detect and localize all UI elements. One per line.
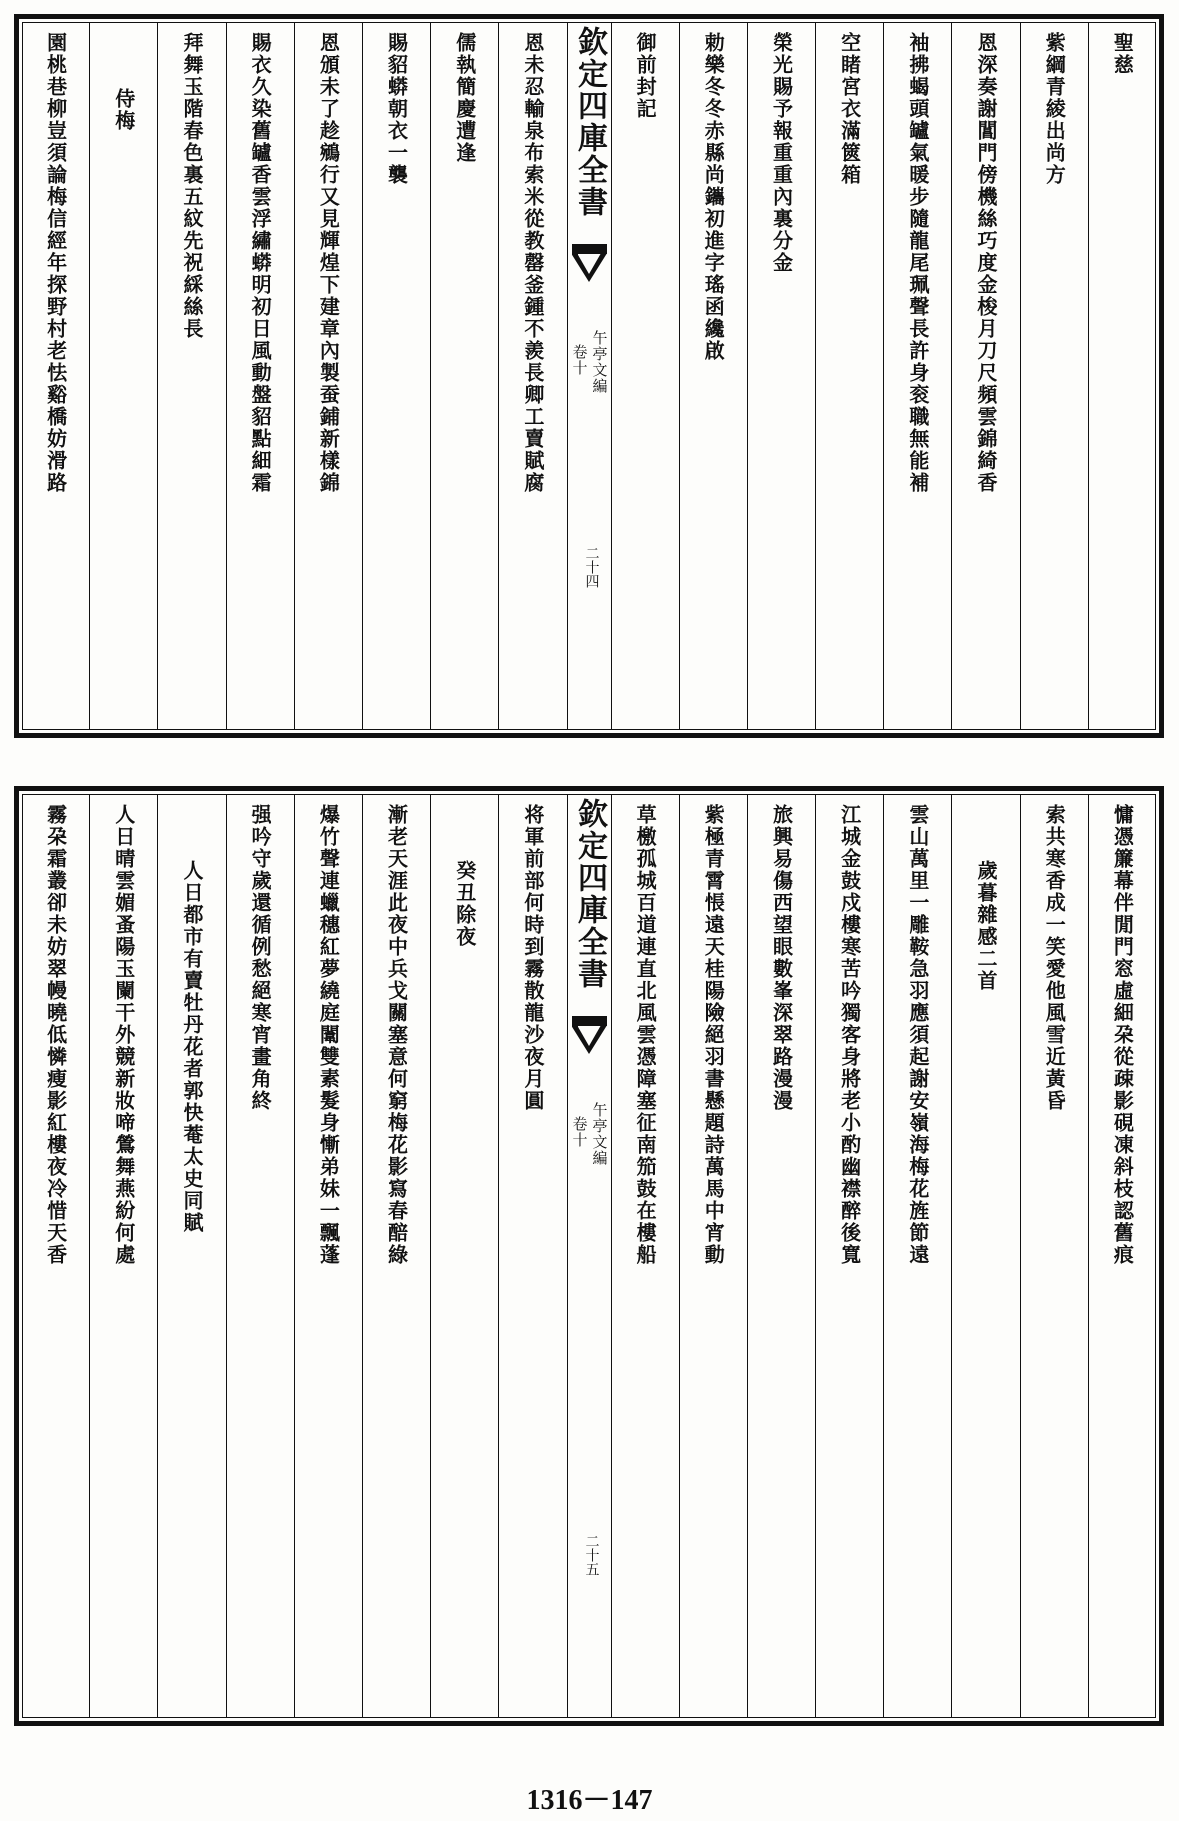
column-text: 恩深奏謝閶門傍機絲巧度金梭月刀尺頻雲錦綺香 [974,32,999,494]
book-title: 午亭文編 [590,1102,609,1166]
text-column [815,22,883,730]
column-text: 旅興易傷西望眼數峯深翠路漫漫 [769,804,794,1112]
column-text: 歲暮雜感二首 [974,860,999,992]
text-column [294,794,362,1718]
column-text: 恩未忍輸泉布索米從教罄釜鍾不羨長卿工賣賦腐 [520,32,545,494]
text-column [611,22,679,730]
text-column [226,794,294,1718]
text-column [362,794,430,1718]
text-column [951,22,1019,730]
text-column [22,794,89,1718]
text-column [226,22,294,730]
column-text: 賜貂蟒朝衣一襲 [384,32,409,186]
column-text: 紫極青霄悵遠天桂陽險絕羽書懸題詩萬馬中宵動 [701,804,726,1266]
text-column [747,22,815,730]
column-text: 草檄孤城百道連直北風雲憑障塞征南笳鼓在樓船 [633,804,658,1266]
column-text: 聖慈 [1110,32,1135,76]
column-text: 儒執簡慶遭逢 [452,32,477,164]
column-text: 癸丑除夜 [452,860,477,948]
column-text: 賜衣久染舊罏香雲浮繡蟒明初日風動盤貂點細霜 [248,32,273,494]
text-column [157,22,225,730]
text-column [294,22,362,730]
text-column [89,22,157,730]
text-column [362,22,430,730]
text-column [498,22,566,730]
column-text: 空睹宮衣滿篋箱 [837,32,862,186]
column-text: 勅樂冬冬赤縣尚鑴初進字瑤函纔啟 [701,32,726,362]
text-column [611,794,679,1718]
column-text: 袖拂蝎頭罏氣暖步隨龍尾珮聲長許身衮職無能補 [905,32,930,494]
text-column [1088,794,1156,1718]
column-text: 紫綱青綾出尚方 [1042,32,1067,186]
top-page-columns [22,22,1156,730]
column-text: 榮光賜予報重重內裏分金 [769,32,794,274]
text-column [1020,22,1088,730]
text-column [157,794,225,1718]
top-page [14,14,1164,738]
center-fold [567,22,611,730]
volume-label: 卷十 [570,1116,589,1148]
column-text: 園桃巷柳豈須論梅信經年探野村老怯谿橋妨滑路 [43,32,68,494]
column-text: 将軍前部何時到霧散龍沙夜月圓 [520,804,545,1112]
leaf-number: 二十五 [583,1534,600,1576]
column-text: 雲山萬里一雕鞍急羽應須起謝安嶺海梅花旌節遠 [905,804,930,1266]
fishtail-mark [572,1016,607,1054]
text-column [679,22,747,730]
collection-title: 欽定四庫全書 [572,26,607,218]
text-column [89,794,157,1718]
column-text: 御前封記 [633,32,658,120]
text-column [22,22,89,730]
text-column [430,22,498,730]
column-text: 强吟守歲還循例愁絕寒宵畫角終 [248,804,273,1112]
text-column [883,22,951,730]
text-column [430,794,498,1718]
column-text: 拜舞玉階春色裏五紋先祝綵絲長 [179,32,204,340]
bottom-page-columns [22,794,1156,1718]
column-text: 人日都市有賣牡丹花者郭快菴太史同賦 [179,860,204,1234]
collection-title: 欽定四庫全書 [572,798,607,990]
column-text: 江城金鼓戍樓寒苦吟獨客身將老小酌幽襟醉後寬 [837,804,862,1266]
page-reference: 1316－147 [526,1785,653,1816]
text-column [951,794,1019,1718]
text-column [498,794,566,1718]
text-column [679,794,747,1718]
center-fold [567,794,611,1718]
bottom-page [14,786,1164,1726]
column-text: 慵憑簾幕伴閒門窓虛細朶從疎影硯凍斜枝認舊痕 [1110,804,1135,1266]
column-text: 人日晴雲媚蚤陽玉闌干外競新妝啼鶯舞燕紛何處 [111,804,136,1266]
text-column [883,794,951,1718]
volume-label: 卷十 [570,344,589,376]
text-column [815,794,883,1718]
leaf-number: 二十四 [583,546,600,588]
text-column [1088,22,1156,730]
text-column [747,794,815,1718]
text-column [1020,794,1088,1718]
fishtail-mark [572,244,607,282]
column-text: 侍梅 [111,88,136,132]
column-text: 霧朶霜叢卻未妨翠幔曉低憐瘦影紅樓夜冷惜天香 [43,804,68,1266]
column-text: 索共寒香成一笑愛他風雪近黃昏 [1042,804,1067,1112]
column-text: 漸老天涯此夜中兵戈關塞意何窮梅花影寫春醅綠 [384,804,409,1266]
book-title: 午亭文編 [590,330,609,394]
column-text: 爆竹聲連蠟穗紅夢繞庭闈雙素髮身慚弟妹一飄蓬 [316,804,341,1266]
column-text: 恩頒未了趁鵷行又見輝煌下建章內製蚕鋪新樣錦 [316,32,341,494]
